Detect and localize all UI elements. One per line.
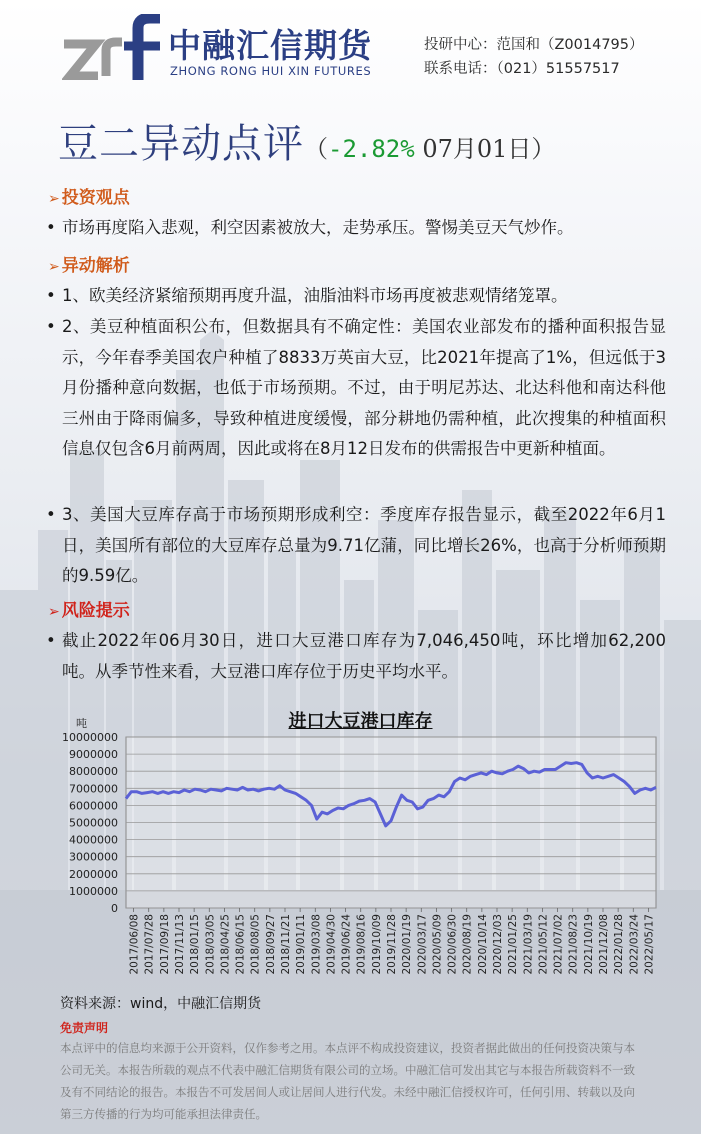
x-tick-label: 2020/03/17 [416, 914, 429, 975]
bullet-analysis-3 [46, 500, 666, 592]
section-heading-view-label: 投资观点 [61, 188, 130, 208]
title-main: 豆二异动点评 [58, 121, 304, 167]
bullet-text: 截止2022年06月30日，进口大豆港口库存为7,046,450吨，环比增加62,200吨。从季节性来看，大豆港口库存位于历史平均水平。 [62, 631, 666, 681]
x-tick-label: 2019/11/28 [386, 914, 398, 975]
x-tick-label: 2020/08/19 [461, 914, 474, 975]
x-tick-label: 2018/08/05 [249, 914, 262, 975]
data-source: 资料来源：wind，中融汇信期货 [60, 996, 262, 1012]
x-tick-label: 2018/01/15 [189, 914, 202, 975]
disclaimer-title: 免责声明 [60, 1021, 109, 1035]
x-tick-label: 2018/06/15 [234, 914, 247, 975]
bullet-view-1 [46, 213, 666, 244]
bullet-analysis-2 [46, 312, 666, 465]
x-tick-label: 2022/01/28 [613, 914, 626, 975]
bullet-analysis-1 [46, 281, 666, 312]
bullet-text: 3、美国大豆库存高于市场预期形成利空：季度库存报告显示，截至2022年6月1日，美国所有部位的大豆库存总量为9.71亿蒲，同比增长26%，也高于分析师预期的9.59亿。 [62, 505, 666, 585]
x-tick-label: 2019/06/24 [340, 914, 353, 975]
title-paren-open: （ [304, 135, 328, 163]
bullet-dot-icon: • [46, 218, 56, 237]
y-tick-label: 5000000 [69, 816, 118, 830]
x-tick-label: 2020/06/30 [446, 914, 459, 975]
x-tick-label: 2018/04/25 [219, 914, 232, 975]
analyst-line: 投研中心：范国和（Z0014795） [424, 37, 644, 53]
logo-english-name: ZHONG RONG HUI XIN FUTURES [170, 64, 372, 78]
report-date: 07月01日） [414, 135, 556, 163]
x-tick-label: 2018/03/05 [204, 914, 217, 975]
x-tick-label: 2018/11/21 [280, 914, 292, 975]
x-tick-label: 2017/11/13 [174, 914, 186, 975]
y-tick-label: 4000000 [69, 833, 118, 847]
x-tick-label: 2017/06/08 [128, 914, 141, 975]
bullet-dot-icon: • [46, 631, 56, 650]
y-tick-label: 8000000 [69, 765, 118, 779]
contact-info [424, 33, 644, 81]
chart-title: 进口大豆港口库存 [288, 711, 433, 732]
x-tick-label: 2019/08/16 [355, 914, 368, 975]
section-heading-analysis-label: 异动解析 [61, 256, 130, 276]
x-tick-label: 2019/03/08 [310, 914, 323, 975]
x-tick-label: 2022/05/17 [643, 914, 656, 975]
arrow-icon: ➢ [48, 191, 60, 207]
x-tick-label: 2021/08/23 [567, 914, 580, 975]
bullet-risk-1 [46, 626, 666, 687]
section-heading-analysis [48, 251, 130, 276]
x-tick-label: 2021/03/19 [522, 914, 535, 975]
bullet-dot-icon: • [46, 505, 56, 524]
section-heading-view [48, 183, 130, 208]
disclaimer-text: 本点评中的信息均来源于公开资料，仅作参考之用。本点评不构成投资建议，投资者据此做出的任何投资决策与本公司无关。本报告所载的观点不代表中融汇信期货有限公司的立场。中融汇信可发出其它与本报告所载资料不一致及有不同结论的报告。本报告不可发居间人或让居间人进行代发。未经中融汇信授权许可，任何引用、转载以及向第三方传播的行为均可能承担法律责任。 [60, 1041, 635, 1121]
x-tick-label: 2018/09/27 [264, 914, 277, 975]
y-tick-label: 1000000 [69, 884, 118, 898]
x-tick-label: 2020/05/09 [431, 914, 444, 975]
section-heading-risk-label: 风险提示 [61, 601, 130, 621]
price-change: -2.82% [328, 135, 415, 163]
report-title [58, 112, 555, 169]
x-tick-label: 2022/03/24 [628, 914, 641, 975]
x-tick-label: 2021/12/08 [598, 914, 610, 975]
y-tick-label: 10000000 [62, 731, 118, 744]
x-tick-label: 2019/01/11 [295, 914, 308, 975]
x-tick-label: 2021/01/25 [507, 914, 520, 975]
bullet-text: 市场再度陷入悲观，利空因素被放大，走势承压。警惕美豆天气炒作。 [62, 218, 574, 237]
x-tick-label: 2021/05/12 [537, 914, 550, 975]
company-logo [62, 14, 162, 80]
x-tick-label: 2021/10/19 [582, 914, 595, 975]
bullet-text: 1、欧美经济紧缩预期再度升温，油脂油料市场再度被悲观情绪笼罩。 [62, 286, 568, 305]
x-tick-label: 2020/01/19 [401, 914, 414, 975]
x-tick-label: 2020/12/03 [492, 914, 504, 975]
x-tick-label: 2017/07/28 [143, 914, 156, 975]
bullet-dot-icon: • [46, 317, 56, 336]
y-tick-label: 2000000 [69, 867, 118, 881]
logo-chinese-name: 中融汇信期货 [168, 26, 372, 65]
phone-line: 联系电话：（021）51557517 [424, 61, 620, 77]
arrow-icon: ➢ [48, 259, 60, 275]
y-tick-label: 3000000 [69, 850, 118, 864]
x-tick-label: 2021/07/02 [552, 914, 565, 975]
y-tick-label: 6000000 [69, 799, 118, 813]
y-tick-label: 9000000 [69, 748, 118, 762]
y-tick-label: 0 [111, 902, 118, 915]
section-heading-risk [48, 596, 130, 621]
port-inventory-chart [0, 725, 701, 990]
y-tick-label: 7000000 [69, 782, 118, 796]
bullet-dot-icon: • [46, 286, 56, 305]
x-tick-label: 2017/09/18 [158, 914, 171, 975]
x-tick-label: 2019/10/09 [370, 914, 383, 975]
bullet-text: 2、美豆种植面积公布，但数据具有不确定性：美国农业部发布的播种面积报告显示，今年春季美国农户种植了8833万英亩大豆，比2021年提高了1%，但远低于3月份播种意向数据，也低于市场预期。不过，由于明尼苏达、北达科他和南达科他三州由于降雨偏多，导致种植进度缓慢，部分耕地仍需种植，此次搜集的种植面积信息仅包含6月前两周，因此或将在8月12日发布的供需报告中更新种植面。 [62, 317, 666, 458]
arrow-icon: ➢ [48, 604, 60, 620]
x-tick-label: 2019/04/30 [325, 914, 338, 975]
x-tick-label: 2020/10/14 [476, 914, 489, 975]
chart-unit-label: 吨 [76, 717, 87, 730]
